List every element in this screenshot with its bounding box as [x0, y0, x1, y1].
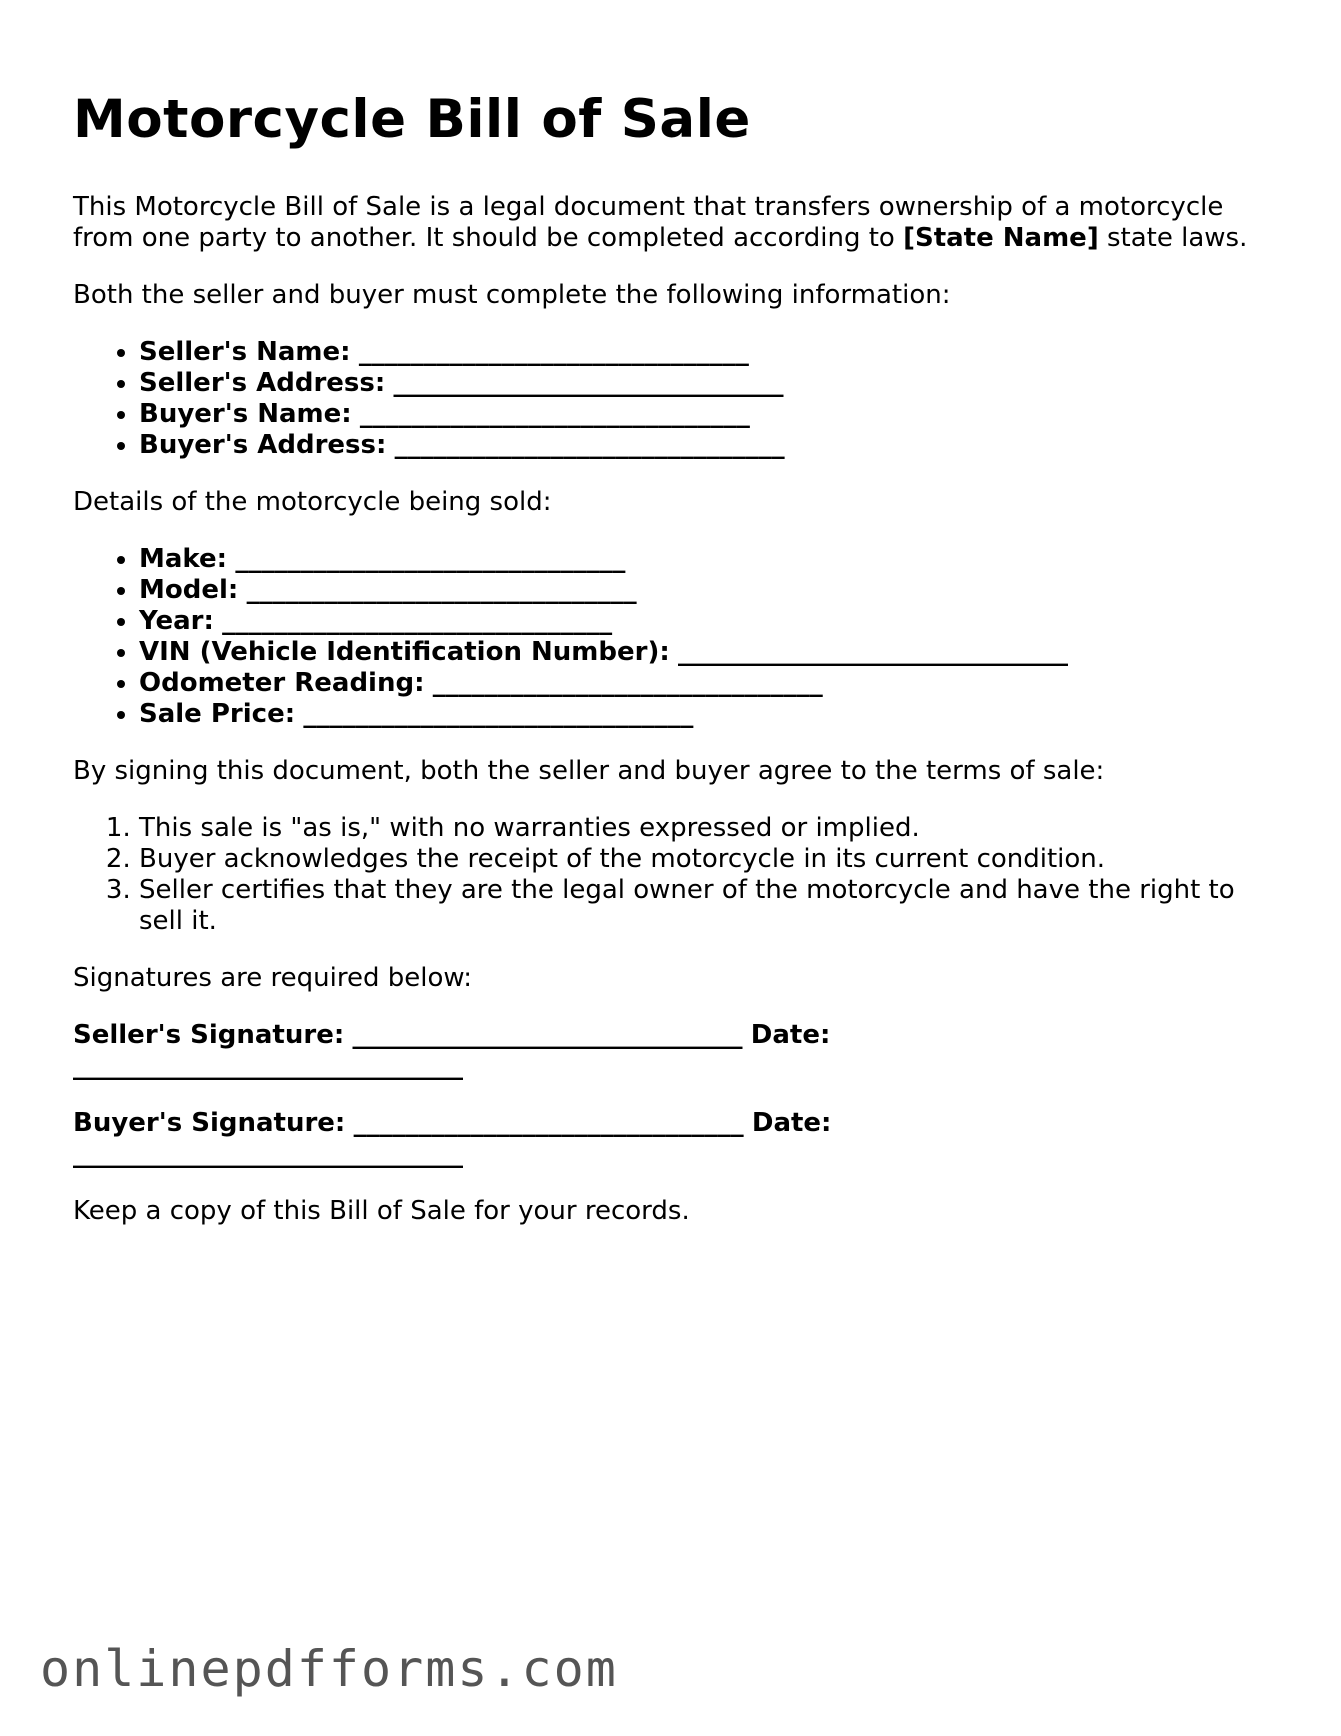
field-label: Model: — [139, 575, 239, 605]
intro-text-before: This Motorcycle Bill of Sale is a legal document that transfers ownership of a motorcycle from one party to another. It should be completed according to — [73, 192, 1224, 253]
field-blank[interactable]: ______________________________ — [359, 399, 750, 429]
field-blank[interactable]: ______________________________ — [246, 575, 637, 605]
field-label: VIN (Vehicle Identification Number): — [139, 637, 670, 667]
terms-list — [73, 813, 1273, 937]
document-title: Motorcycle Bill of Sale — [73, 89, 751, 150]
field-blank[interactable]: ______________________________ — [678, 637, 1068, 667]
terms-heading: By signing this document, both the seller and buyer agree to the terms of sale: — [73, 756, 1105, 786]
field-label: Year: — [139, 606, 214, 636]
field-blank[interactable]: ______________________________ — [303, 699, 694, 729]
footer-note: Keep a copy of this Bill of Sale for your records. — [73, 1196, 690, 1226]
list-item — [139, 699, 1273, 730]
field-label: Seller's Address: — [139, 368, 386, 398]
field-blank[interactable]: ______________________________ — [393, 368, 784, 398]
seller-date-blank[interactable]: ______________________________ — [73, 1051, 463, 1081]
list-item: 1. This sale is "as is," with no warranties expressed or implied. — [139, 813, 1273, 844]
field-label: Odometer Reading: — [139, 668, 425, 698]
list-item — [139, 606, 1273, 637]
list-item — [139, 575, 1273, 606]
site-watermark: onlinepdfforms.com — [40, 1640, 618, 1698]
seller-signature-line — [73, 1020, 1073, 1082]
intro-text-after: state laws. — [1098, 223, 1248, 253]
list-item — [139, 544, 1273, 575]
buyer-signature-line — [73, 1108, 1073, 1170]
vehicle-list — [73, 544, 1273, 730]
field-label: Make: — [139, 544, 228, 574]
parties-heading: Both the seller and buyer must complete the following information: — [73, 280, 951, 310]
signatures-heading: Signatures are required below: — [73, 963, 472, 993]
seller-signature-blank[interactable]: ______________________________ — [352, 1020, 743, 1050]
field-blank[interactable]: ______________________________ — [394, 430, 785, 460]
seller-signature-label: Seller's Signature: — [73, 1020, 345, 1050]
vehicle-heading: Details of the motorcycle being sold: — [73, 487, 552, 517]
field-blank[interactable]: ______________________________ — [432, 668, 823, 698]
parties-list — [73, 337, 1273, 461]
list-item — [139, 668, 1273, 699]
list-item — [139, 368, 1273, 399]
document-page — [73, 88, 1273, 1253]
buyer-signature-label: Buyer's Signature: — [73, 1108, 346, 1138]
field-label: Seller's Name: — [139, 337, 351, 367]
list-item — [139, 399, 1273, 430]
list-item — [139, 337, 1273, 368]
buyer-date-blank[interactable]: ______________________________ — [73, 1139, 463, 1169]
field-label: Buyer's Address: — [139, 430, 387, 460]
list-item — [139, 637, 1273, 668]
list-item: 2. Buyer acknowledges the receipt of the motorcycle in its current condition. — [139, 844, 1273, 875]
intro-paragraph — [73, 192, 1273, 254]
buyer-date-label: Date: — [751, 1108, 832, 1138]
field-blank[interactable]: ______________________________ — [358, 337, 749, 367]
list-item: 3. Seller certifies that they are the legal owner of the motorcycle and have the right to sell it. — [139, 875, 1273, 937]
field-label: Buyer's Name: — [139, 399, 352, 429]
state-name-placeholder: [State Name] — [903, 223, 1099, 253]
seller-date-label: Date: — [750, 1020, 831, 1050]
field-blank[interactable]: ______________________________ — [222, 606, 613, 636]
field-blank[interactable]: ______________________________ — [235, 544, 626, 574]
list-item — [139, 430, 1273, 461]
field-label: Sale Price: — [139, 699, 296, 729]
buyer-signature-blank[interactable]: ______________________________ — [353, 1108, 744, 1138]
